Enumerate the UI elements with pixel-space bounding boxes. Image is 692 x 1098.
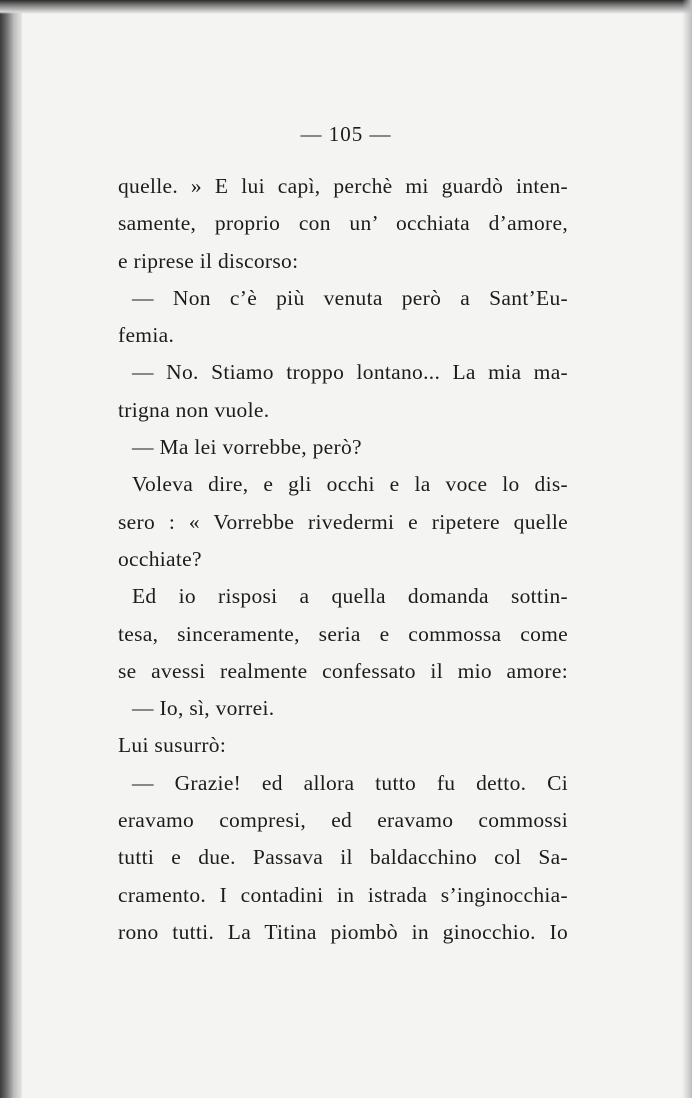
text-line: — No. Stiamo troppo lontano... La mia ma- [132,360,568,385]
text-line: — Io, sì, vorrei. [132,696,275,721]
text-line: Ed io risposi a quella domanda sottin- [132,584,568,609]
text-line: samente, proprio con un’ occhiata d’amore, [118,211,568,236]
text-line: Lui susurrò: [118,733,227,758]
text-line: — Ma lei vorrebbe, però? [132,435,362,460]
text-line: e riprese il discorso: [118,248,299,273]
text-line: trigna non vuole. [118,397,270,422]
text-line: quelle. » E lui capì, perchè mi guardò inten- [118,174,568,198]
text-line: se avessi realmente confessato il mio amore: [118,658,568,683]
text-line: femia. [118,323,175,348]
text-line: Voleva dire, e gli occhi e la voce lo dis- [132,472,568,497]
top-page-edge [0,0,692,14]
text-line: tesa, sinceramente, seria e commossa come [118,621,568,646]
text-line: — Non c’è più venuta però a Sant’Eu- [132,285,568,310]
text-line: eravamo compresi, ed eravamo commossi [118,808,568,833]
text-line: tutti e due. Passava il baldacchino col Sa- [118,845,568,870]
text-line: cramento. I contadini in istrada s’inginocchia- [118,882,568,907]
binding-shadow [0,0,22,1098]
text-line: occhiate? [118,546,202,571]
page-number: — 105 — [300,122,392,146]
text-line: sero : « Vorrebbe rivedermi e ripetere quelle [118,509,568,534]
text-line: rono tutti. La Titina piombò in ginocchio. Io [118,919,568,944]
body-text [118,168,568,951]
text-line: — Grazie! ed allora tutto fu detto. Ci [132,770,568,795]
right-page-edge [682,0,692,1098]
